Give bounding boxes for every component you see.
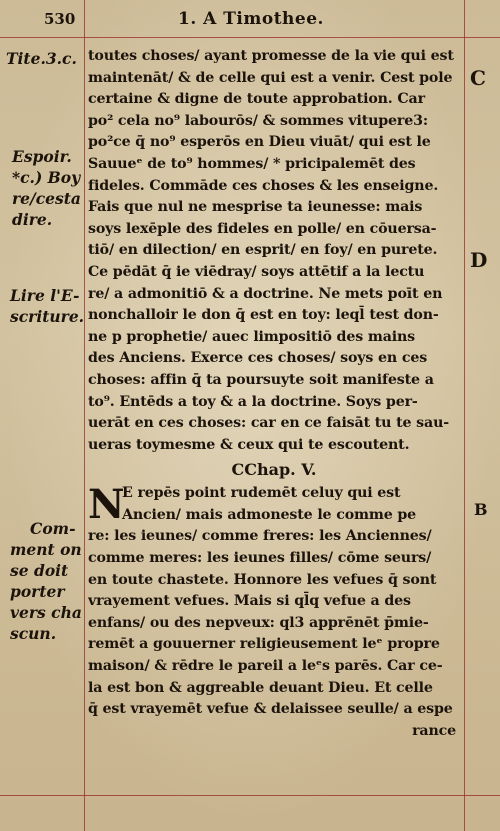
folio-number: 530	[44, 10, 76, 28]
chapter-body	[88, 483, 460, 742]
side-note-line: *c.) Boy	[12, 168, 81, 187]
text-line: po² cela no⁹ labourōs/ & sommes vitupere3:	[88, 112, 428, 129]
text-line: to⁹. Entēds a toy & a la doctrine. Soys per-	[88, 393, 418, 410]
text-line: enfans/ ou des nepveux: ql3 apprēnēt p̄mie-	[88, 614, 429, 631]
text-line: po²ce q̄ no⁹ esperōs en Dieu viuāt/ qui est le	[88, 134, 431, 151]
side-note-line: re/cesta	[12, 189, 81, 208]
text-line: Ce pēdāt q̄ ie viēdray/ soys attētif a la lectu	[88, 263, 425, 280]
chapter-heading	[88, 456, 460, 483]
side-note-espoir	[12, 146, 81, 230]
page-header	[0, 4, 500, 32]
footer-rule	[0, 795, 500, 796]
side-note-lire	[10, 285, 84, 327]
side-note-line: se doit	[10, 561, 69, 580]
text-line: soys lexēple des fideles en polle/ en cōuersa-	[88, 220, 437, 237]
text-line: re: les ieunes/ comme freres: les Anciennes/	[88, 528, 432, 545]
side-note-line: porter	[10, 582, 65, 601]
side-note-line: vers cha	[10, 603, 82, 622]
text-line: toutes choses/ ayant promesse de la vie qui est	[88, 48, 454, 64]
main-text-column	[88, 46, 460, 742]
text-line: des Anciens. Exerce ces choses/ soys en ces	[88, 350, 428, 367]
text-line: vrayement vefues. Mais si ql̄q vefue a des	[88, 593, 411, 610]
text-line: la est bon & aggreable deuant Dieu. Et celle	[88, 679, 433, 696]
text-line: Sauueᵉ de to⁹ hommes/ * pricipalemēt des	[88, 155, 416, 172]
header-rule	[0, 37, 500, 38]
text-line: Ancien/ mais admoneste le comme pe	[122, 506, 417, 523]
side-note-tite	[6, 48, 77, 69]
side-note-line: Tite.3.c.	[6, 49, 77, 68]
side-note-line: ment on	[10, 540, 82, 559]
text-line: nonchalloir le don q̄ est en toy: leql̄ test don-	[88, 307, 439, 324]
text-line: E repēs point rudemēt celuy qui est	[122, 485, 401, 502]
side-note-line: dire.	[12, 210, 53, 229]
chapter-heading-text: CChap. V.	[231, 460, 317, 480]
side-note-line: Espoir.	[12, 147, 72, 166]
text-line: ne p prophetie/ auec limpositiō des mains	[88, 328, 415, 345]
text-line: tiō/ en dilection/ en esprit/ en foy/ en purete.	[88, 242, 438, 259]
drop-cap: N	[88, 481, 125, 529]
text-line: fideles. Commāde ces choses & les enseigne.	[88, 177, 439, 194]
running-head: 1. A Timothee.	[178, 9, 324, 29]
section-letter-d: D	[470, 248, 488, 272]
side-note-line: Com-	[30, 519, 76, 538]
catchword: rance	[412, 722, 456, 739]
text-line: ueras toymesme & ceux qui te escoutent.	[88, 436, 410, 453]
left-margin-rule	[84, 0, 85, 831]
text-line: maintenāt/ & de celle qui est a venir. Cest pole	[88, 69, 453, 86]
side-note-comment	[10, 518, 82, 644]
text-line: maison/ & rēdre le pareil a leᵉs parēs. Car ce-	[88, 658, 443, 675]
text-line: re/ a admonitiō & a doctrine. Ne mets poīt en	[88, 285, 443, 302]
text-line: Fais que nul ne mesprise ta ieunesse: mais	[88, 199, 423, 216]
side-note-line: scun.	[10, 624, 57, 643]
section-letter-c: C	[470, 66, 486, 90]
text-line: en toute chastete. Honnore les vefues q̄ sont	[88, 571, 437, 588]
section-letter-b: B	[474, 500, 488, 519]
text-line: uerāt en ces choses: car en ce faisāt tu te sau-	[88, 415, 449, 432]
text-line: comme meres: les ieunes filles/ cōme seurs/	[88, 550, 432, 567]
text-line: remēt a gouuerner religieusement leᵉ propre	[88, 636, 440, 653]
side-note-line: Lire l'E-	[10, 286, 80, 305]
right-margin-rule	[464, 0, 465, 831]
side-note-line: scriture.	[10, 307, 85, 326]
text-line: q̄ est vrayemēt vefue & delaissee seulle/ a espe	[88, 701, 453, 718]
text-line: certaine & digne de toute approbation. Car	[88, 91, 425, 108]
text-line: choses: affin q̄ ta poursuyte soit manifeste a	[88, 371, 434, 388]
